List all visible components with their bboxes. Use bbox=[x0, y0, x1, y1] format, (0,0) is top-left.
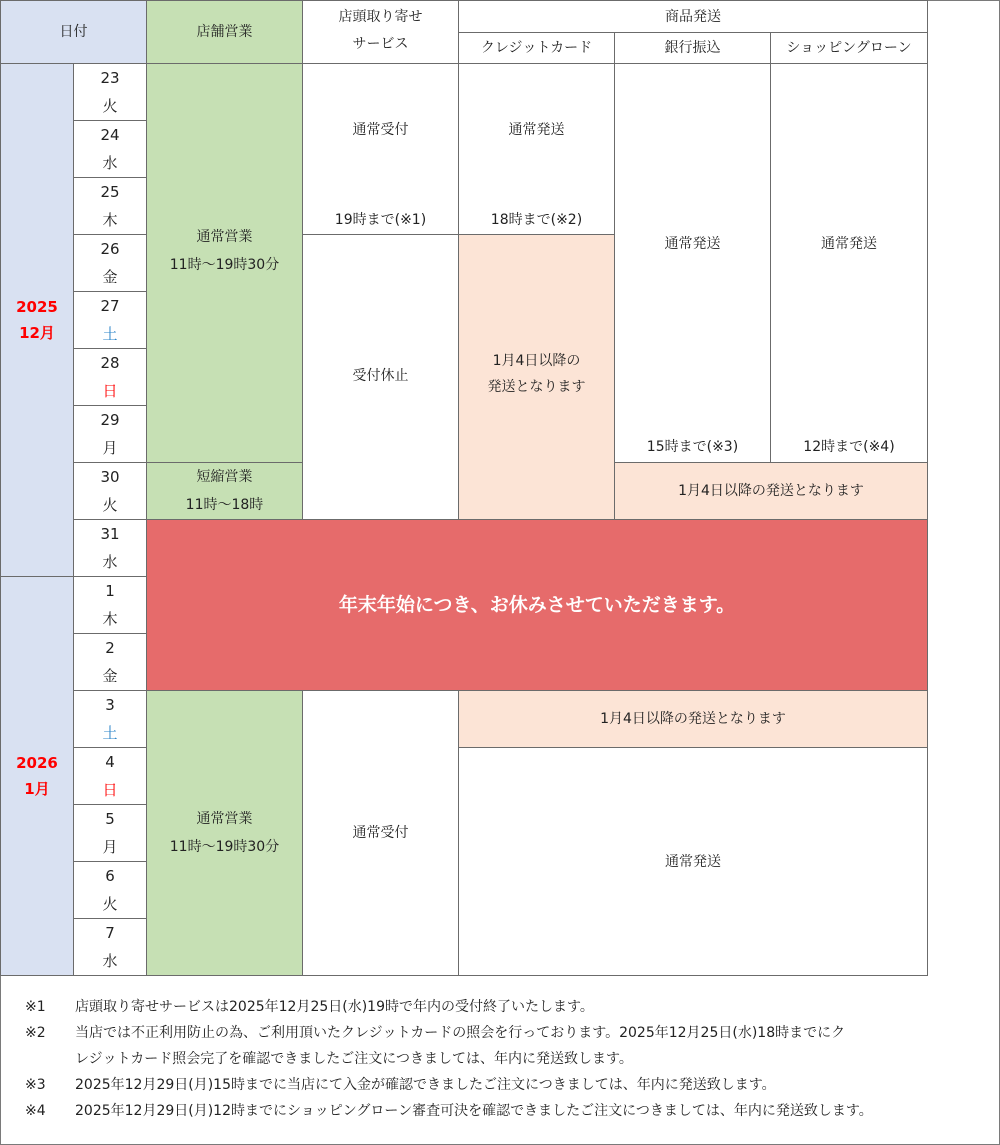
day-cell bbox=[74, 577, 147, 634]
day-number: 23 bbox=[100, 69, 120, 87]
header-store-hours: 店舗営業 bbox=[147, 1, 303, 64]
shipping-normal-jan: 通常発送 bbox=[459, 748, 928, 976]
store-normal-title: 通常営業 bbox=[196, 229, 253, 245]
day-number: 7 bbox=[105, 924, 115, 942]
store-normal2-hours-text: 11時～19時30分 bbox=[169, 839, 280, 855]
year-2025: 2025 bbox=[16, 298, 58, 316]
day-cell bbox=[74, 64, 147, 121]
store-normal-hours-text: 11時～19時30分 bbox=[169, 257, 280, 273]
credit-after-jan4 bbox=[459, 235, 615, 520]
order-service-suspended-label: 受付休止 bbox=[352, 368, 409, 384]
footnote-text-line2: レジットカード照会完了を確認できましたご注文につきましては、年内に発送致します。 bbox=[75, 1051, 633, 1067]
day-cell bbox=[74, 862, 147, 919]
day-weekday-sunday: 日 bbox=[102, 382, 118, 400]
credit-after-line1: 1月4日以降の bbox=[492, 353, 581, 369]
footnote-mark: ※4 bbox=[25, 1103, 46, 1119]
footnote-mark: ※2 bbox=[25, 1025, 46, 1041]
day-number: 3 bbox=[105, 696, 115, 714]
store-normal-hours bbox=[147, 64, 303, 463]
day-cell bbox=[74, 463, 147, 520]
footnote-3 bbox=[25, 1072, 965, 1098]
credit-after-line2: 発送となります bbox=[487, 379, 586, 395]
order-service-normal-label: 通常受付 bbox=[352, 122, 409, 138]
header-order-service-line1: 店頭取り寄せ bbox=[338, 9, 423, 25]
day-cell bbox=[74, 406, 147, 463]
order-service-normal bbox=[303, 64, 459, 235]
day-cell bbox=[74, 178, 147, 235]
shipping-after-jan4: 1月4日以降の発送となります bbox=[459, 691, 928, 748]
footnote-mark: ※3 bbox=[25, 1077, 46, 1093]
day-weekday: 木 bbox=[102, 211, 118, 229]
month-label-2025-12 bbox=[1, 64, 74, 577]
day-number: 28 bbox=[100, 354, 120, 372]
day-number: 6 bbox=[105, 867, 115, 885]
store-short-hours-text: 11時～18時 bbox=[185, 497, 264, 513]
day-weekday: 金 bbox=[102, 268, 118, 286]
day-cell bbox=[74, 121, 147, 178]
day-weekday-saturday: 土 bbox=[102, 325, 118, 343]
day-number: 26 bbox=[100, 240, 120, 258]
day-cell bbox=[74, 520, 147, 577]
day-cell bbox=[74, 919, 147, 976]
footnote-text: 店頭取り寄せサービスは2025年12月25日(水)19時で年内の受付終了いたします。 bbox=[75, 999, 594, 1015]
day-cell bbox=[74, 748, 147, 805]
day-number: 27 bbox=[100, 297, 120, 315]
month-1: 1月 bbox=[24, 780, 50, 798]
day-number: 30 bbox=[100, 468, 120, 486]
month-label-2026-01 bbox=[1, 577, 74, 976]
day-weekday: 水 bbox=[102, 154, 118, 172]
day-number: 31 bbox=[100, 525, 120, 543]
day-number: 29 bbox=[100, 411, 120, 429]
footnote-4 bbox=[25, 1098, 965, 1124]
day-weekday-sunday: 日 bbox=[102, 781, 118, 799]
day-number: 2 bbox=[105, 639, 115, 657]
day-number: 5 bbox=[105, 810, 115, 828]
day-cell bbox=[74, 634, 147, 691]
day-number: 4 bbox=[105, 753, 115, 771]
day-number: 24 bbox=[100, 126, 120, 144]
day-weekday: 水 bbox=[102, 553, 118, 571]
day-cell bbox=[74, 691, 147, 748]
header-bank-transfer: 銀行振込 bbox=[615, 33, 771, 64]
footnote-text bbox=[75, 1020, 965, 1072]
year-2026: 2026 bbox=[16, 754, 58, 772]
header-order-service bbox=[303, 1, 459, 64]
footnote-text: 2025年12月29日(月)15時までに当店にて入金が確認できましたご注文につきましては、年内に発送致します。 bbox=[75, 1077, 776, 1093]
day-weekday: 火 bbox=[102, 97, 118, 115]
footnote-text: 2025年12月29日(月)12時までにショッピングローン審査可決を確認できましたご注文につきましては、年内に発送致します。 bbox=[75, 1103, 873, 1119]
footnotes bbox=[25, 994, 965, 1124]
day-cell bbox=[74, 292, 147, 349]
store-normal-hours-jan bbox=[147, 691, 303, 976]
order-service-normal-jan: 通常受付 bbox=[303, 691, 459, 976]
credit-normal bbox=[459, 64, 615, 235]
year-end-closed-banner: 年末年始につき、お休みさせていただきます。 bbox=[147, 520, 928, 691]
day-weekday: 月 bbox=[102, 838, 118, 856]
store-short-title: 短縮営業 bbox=[196, 469, 253, 485]
footnote-mark: ※1 bbox=[25, 999, 46, 1015]
header-shopping-loan: ショッピングローン bbox=[771, 33, 928, 64]
day-cell bbox=[74, 349, 147, 406]
day-cell bbox=[74, 805, 147, 862]
bank-deadline: 15時まで(※3) bbox=[646, 439, 739, 455]
header-shipping: 商品発送 bbox=[459, 1, 928, 33]
header-order-service-line2: サービス bbox=[352, 36, 409, 52]
credit-normal-label: 通常発送 bbox=[508, 122, 565, 138]
month-12: 12月 bbox=[19, 324, 55, 342]
footnote-1 bbox=[25, 994, 965, 1020]
day-weekday-saturday: 土 bbox=[102, 724, 118, 742]
store-normal2-title: 通常営業 bbox=[196, 811, 253, 827]
store-short-hours bbox=[147, 463, 303, 520]
bank-normal-label: 通常発送 bbox=[664, 236, 721, 252]
order-service-suspended bbox=[303, 235, 459, 520]
header-credit-card: クレジットカード bbox=[459, 33, 615, 64]
credit-deadline: 18時まで(※2) bbox=[490, 212, 583, 228]
day-weekday: 木 bbox=[102, 610, 118, 628]
bank-normal bbox=[615, 64, 771, 463]
loan-normal bbox=[771, 64, 928, 463]
day-weekday: 金 bbox=[102, 667, 118, 685]
day-number: 1 bbox=[105, 582, 115, 600]
header-date: 日付 bbox=[1, 1, 147, 64]
loan-deadline: 12時まで(※4) bbox=[803, 439, 895, 455]
day-number: 25 bbox=[100, 183, 120, 201]
day-weekday: 月 bbox=[102, 439, 118, 457]
day-weekday: 水 bbox=[102, 952, 118, 970]
loan-normal-label: 通常発送 bbox=[821, 236, 877, 252]
bank-loan-after-jan4: 1月4日以降の発送となります bbox=[615, 463, 928, 520]
order-service-deadline: 19時まで(※1) bbox=[334, 212, 427, 228]
day-cell bbox=[74, 235, 147, 292]
day-weekday: 火 bbox=[102, 895, 118, 913]
footnote-text-line1: 当店では不正利用防止の為、ご利用頂いたクレジットカードの照会を行っております。2025年12月25日(水)18時までにク bbox=[75, 1025, 846, 1041]
day-weekday: 火 bbox=[102, 496, 118, 514]
footnote-2 bbox=[25, 1020, 965, 1072]
